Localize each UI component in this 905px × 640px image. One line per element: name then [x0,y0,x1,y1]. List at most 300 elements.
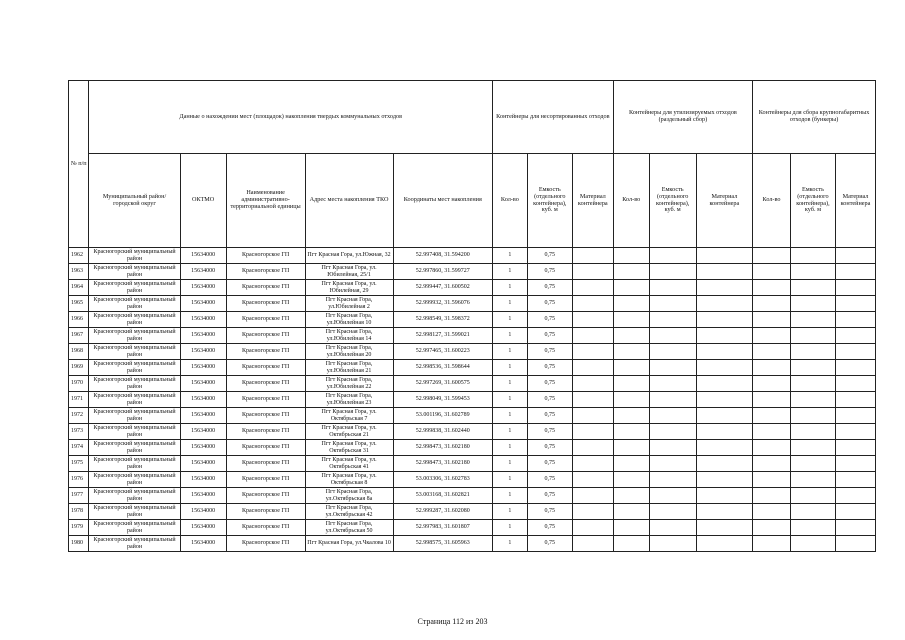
row-qty-bulky [753,456,791,472]
row-material-unsorted [572,264,613,280]
row-district: Красногорский муниципальный район [89,264,180,280]
row-number: 1974 [69,440,89,456]
table-row [69,424,876,440]
row-material-bulky [835,408,875,424]
header-qty-sorted: Кол-во [613,154,649,248]
row-number: 1969 [69,360,89,376]
row-volume-bulky [790,408,835,424]
row-volume-sorted [649,312,696,328]
row-address: Пгт Красная Гора, ул.Октябрьская 8а [305,488,393,504]
row-district: Красногорский муниципальный район [89,376,180,392]
row-address: Пгт Красная Гора, ул.Юбилейная 14 [305,328,393,344]
row-oktmo: 15634000 [180,456,226,472]
row-material-unsorted [572,376,613,392]
row-oktmo: 15634000 [180,312,226,328]
row-material-sorted [696,264,752,280]
row-number: 1973 [69,424,89,440]
row-volume-unsorted: 0,75 [527,392,572,408]
row-material-unsorted [572,248,613,264]
table-row [69,520,876,536]
row-district: Красногорский муниципальный район [89,296,180,312]
row-qty-sorted [613,488,649,504]
row-volume-bulky [790,424,835,440]
row-number: 1967 [69,328,89,344]
row-material-bulky [835,488,875,504]
table-row [69,328,876,344]
row-material-unsorted [572,456,613,472]
row-number: 1968 [69,344,89,360]
header-material-bulky: Материал контейнера [835,154,875,248]
row-number: 1979 [69,520,89,536]
row-qty-unsorted: 1 [492,488,527,504]
row-qty-unsorted: 1 [492,376,527,392]
row-district: Красногорский муниципальный район [89,488,180,504]
row-volume-sorted [649,360,696,376]
row-qty-unsorted: 1 [492,312,527,328]
row-qty-bulky [753,472,791,488]
row-volume-sorted [649,280,696,296]
row-qty-unsorted: 1 [492,424,527,440]
row-number: 1964 [69,280,89,296]
row-volume-bulky [790,296,835,312]
row-oktmo: 15634000 [180,248,226,264]
row-admin-unit: Красногорское ГП [226,360,305,376]
row-oktmo: 15634000 [180,360,226,376]
row-district: Красногорский муниципальный район [89,312,180,328]
row-coordinates: 52.998049, 31.599453 [393,392,492,408]
row-material-sorted [696,408,752,424]
row-qty-sorted [613,264,649,280]
row-qty-bulky [753,344,791,360]
row-qty-bulky [753,328,791,344]
row-volume-sorted [649,440,696,456]
row-material-unsorted [572,344,613,360]
row-coordinates: 53.001196, 31.602789 [393,408,492,424]
row-qty-bulky [753,504,791,520]
row-coordinates: 52.997465, 31.600223 [393,344,492,360]
row-admin-unit: Красногорское ГП [226,264,305,280]
row-number: 1970 [69,376,89,392]
row-qty-bulky [753,520,791,536]
row-volume-bulky [790,376,835,392]
row-qty-sorted [613,296,649,312]
row-material-sorted [696,520,752,536]
row-oktmo: 15634000 [180,376,226,392]
row-number: 1972 [69,408,89,424]
row-address: Пгт Красная Гора, ул.Южная, 32 [305,248,393,264]
table-row [69,392,876,408]
row-volume-sorted [649,456,696,472]
row-volume-bulky [790,248,835,264]
row-oktmo: 15634000 [180,424,226,440]
header-group-unsorted: Контейнеры для несортированных отходов [492,81,613,154]
row-admin-unit: Красногорское ГП [226,424,305,440]
row-district: Красногорский муниципальный район [89,408,180,424]
row-coordinates: 52.997408, 31.594200 [393,248,492,264]
row-volume-bulky [790,504,835,520]
row-admin-unit: Красногорское ГП [226,344,305,360]
row-volume-bulky [790,280,835,296]
row-qty-bulky [753,424,791,440]
row-admin-unit: Красногорское ГП [226,504,305,520]
row-qty-sorted [613,536,649,552]
row-district: Красногорский муниципальный район [89,360,180,376]
row-number: 1965 [69,296,89,312]
header-volume-unsorted: Емкость (отдельного контейнера), куб. м [527,154,572,248]
row-qty-sorted [613,280,649,296]
row-material-unsorted [572,280,613,296]
row-qty-sorted [613,248,649,264]
row-material-bulky [835,376,875,392]
row-district: Красногорский муниципальный район [89,280,180,296]
row-district: Красногорский муниципальный район [89,328,180,344]
row-coordinates: 52.998473, 31.602180 [393,440,492,456]
row-material-sorted [696,504,752,520]
row-material-sorted [696,472,752,488]
row-admin-unit: Красногорское ГП [226,440,305,456]
row-material-sorted [696,440,752,456]
row-volume-sorted [649,536,696,552]
row-volume-sorted [649,488,696,504]
row-admin-unit: Красногорское ГП [226,472,305,488]
row-volume-bulky [790,360,835,376]
header-admin: Наименование административно-территориальной единицы [226,154,305,248]
row-material-bulky [835,360,875,376]
row-material-sorted [696,456,752,472]
row-qty-unsorted: 1 [492,344,527,360]
row-coordinates: 52.999447, 31.600502 [393,280,492,296]
row-address: Пгт Красная Гора, ул. Октябрьская 8 [305,472,393,488]
row-coordinates: 52.998473, 31.602180 [393,456,492,472]
row-admin-unit: Красногорское ГП [226,248,305,264]
row-oktmo: 15634000 [180,520,226,536]
row-material-sorted [696,280,752,296]
row-address: Пгт Красная Гора, ул. Октябрьская 7 [305,408,393,424]
row-admin-unit: Красногорское ГП [226,536,305,552]
row-volume-bulky [790,472,835,488]
row-qty-sorted [613,408,649,424]
row-address: Пгт Красная Гора, ул.Октябрьская 42 [305,504,393,520]
row-qty-sorted [613,360,649,376]
row-number: 1966 [69,312,89,328]
row-volume-unsorted: 0,75 [527,248,572,264]
table-body [69,248,876,552]
row-address: Пгт Красная Гора, ул.Юбилейная 10 [305,312,393,328]
row-oktmo: 15634000 [180,440,226,456]
table-row [69,280,876,296]
row-district: Красногорский муниципальный район [89,456,180,472]
row-material-bulky [835,536,875,552]
row-number: 1975 [69,456,89,472]
row-qty-unsorted: 1 [492,440,527,456]
row-volume-bulky [790,456,835,472]
row-address: Пгт Красная Гора, ул. Юбилейная, 25/1 [305,264,393,280]
row-qty-bulky [753,376,791,392]
row-qty-unsorted: 1 [492,504,527,520]
row-volume-bulky [790,488,835,504]
row-qty-sorted [613,344,649,360]
row-district: Красногорский муниципальный район [89,424,180,440]
row-number: 1978 [69,504,89,520]
row-material-unsorted [572,488,613,504]
row-address: Пгт Красная Гора, ул.Юбилейная 2 [305,296,393,312]
header-group-location: Данные о нахождении мест (площадок) накопления твердых коммунальных отходов [89,81,492,154]
row-qty-sorted [613,424,649,440]
header-volume-sorted: Емкость (отдельного контейнера), куб. м [649,154,696,248]
row-address: Пгт Красная Гора, ул.Юбилейная 20 [305,344,393,360]
row-material-unsorted [572,424,613,440]
table-row [69,504,876,520]
row-district: Красногорский муниципальный район [89,440,180,456]
row-qty-unsorted: 1 [492,456,527,472]
row-material-unsorted [572,440,613,456]
row-address: Пгт Красная Гора, ул.Октябрьская 50 [305,520,393,536]
row-material-bulky [835,328,875,344]
row-admin-unit: Красногорское ГП [226,392,305,408]
row-material-sorted [696,376,752,392]
table-row [69,456,876,472]
row-material-sorted [696,312,752,328]
row-qty-bulky [753,440,791,456]
row-qty-sorted [613,472,649,488]
row-admin-unit: Красногорское ГП [226,456,305,472]
table-row [69,264,876,280]
row-coordinates: 52.997269, 31.600575 [393,376,492,392]
row-material-bulky [835,248,875,264]
header-num: № п/п [69,81,89,248]
row-oktmo: 15634000 [180,280,226,296]
row-volume-sorted [649,424,696,440]
row-district: Красногорский муниципальный район [89,472,180,488]
row-material-sorted [696,344,752,360]
row-material-bulky [835,312,875,328]
row-qty-bulky [753,408,791,424]
row-admin-unit: Красногорское ГП [226,328,305,344]
row-qty-bulky [753,360,791,376]
row-qty-unsorted: 1 [492,264,527,280]
table-row [69,488,876,504]
row-coordinates: 52.997860, 31.599727 [393,264,492,280]
row-material-sorted [696,296,752,312]
row-district: Красногорский муниципальный район [89,504,180,520]
table-row [69,440,876,456]
row-material-bulky [835,504,875,520]
waste-sites-table [68,80,876,552]
row-material-bulky [835,440,875,456]
row-material-unsorted [572,408,613,424]
row-material-unsorted [572,328,613,344]
row-admin-unit: Красногорское ГП [226,408,305,424]
row-volume-sorted [649,376,696,392]
row-volume-sorted [649,248,696,264]
row-address: Пгт Красная Гора, ул.Чкалова 10 [305,536,393,552]
row-material-bulky [835,520,875,536]
header-qty-unsorted: Кол-во [492,154,527,248]
row-volume-unsorted: 0,75 [527,504,572,520]
row-qty-sorted [613,376,649,392]
row-material-sorted [696,424,752,440]
row-qty-unsorted: 1 [492,392,527,408]
table-row [69,344,876,360]
row-volume-sorted [649,520,696,536]
row-coordinates: 52.998127, 31.599021 [393,328,492,344]
row-oktmo: 15634000 [180,408,226,424]
row-qty-unsorted: 1 [492,248,527,264]
header-oktmo: ОКТМО [180,154,226,248]
row-oktmo: 15634000 [180,344,226,360]
table-row [69,360,876,376]
row-volume-bulky [790,536,835,552]
row-oktmo: 15634000 [180,488,226,504]
row-volume-sorted [649,328,696,344]
row-address: Пгт Красная Гора, ул. Октябрьская 21 [305,424,393,440]
row-qty-bulky [753,280,791,296]
table-row [69,472,876,488]
row-material-sorted [696,360,752,376]
header-group-sorted: Контейнеры для утилизируемых отходов (раздельный сбор) [613,81,752,154]
table-row [69,376,876,392]
header-district: Муниципальный район/городской округ [89,154,180,248]
row-qty-sorted [613,504,649,520]
row-volume-unsorted: 0,75 [527,424,572,440]
row-volume-unsorted: 0,75 [527,456,572,472]
row-material-sorted [696,488,752,504]
row-qty-unsorted: 1 [492,536,527,552]
row-volume-unsorted: 0,75 [527,472,572,488]
table-row [69,312,876,328]
row-qty-sorted [613,328,649,344]
row-qty-bulky [753,536,791,552]
row-qty-sorted [613,312,649,328]
row-number: 1976 [69,472,89,488]
row-material-bulky [835,264,875,280]
row-qty-unsorted: 1 [492,296,527,312]
row-material-bulky [835,296,875,312]
row-district: Красногорский муниципальный район [89,344,180,360]
row-qty-sorted [613,456,649,472]
row-material-unsorted [572,392,613,408]
row-qty-bulky [753,488,791,504]
row-coordinates: 52.999287, 31.602080 [393,504,492,520]
row-coordinates: 52.998549, 31.598372 [393,312,492,328]
row-qty-bulky [753,296,791,312]
row-qty-sorted [613,392,649,408]
row-qty-unsorted: 1 [492,360,527,376]
row-admin-unit: Красногорское ГП [226,312,305,328]
row-volume-sorted [649,344,696,360]
header-material-sorted: Материал контейнера [696,154,752,248]
row-material-bulky [835,472,875,488]
row-admin-unit: Красногорское ГП [226,520,305,536]
table-row [69,408,876,424]
row-volume-sorted [649,296,696,312]
row-number: 1977 [69,488,89,504]
row-number: 1962 [69,248,89,264]
row-qty-bulky [753,248,791,264]
row-material-unsorted [572,360,613,376]
row-address: Пгт Красная Гора, ул.Юбилейная 23 [305,392,393,408]
row-qty-unsorted: 1 [492,472,527,488]
row-district: Красногорский муниципальный район [89,536,180,552]
table-row [69,536,876,552]
row-district: Красногорский муниципальный район [89,520,180,536]
row-coordinates: 52.998536, 31.598644 [393,360,492,376]
row-coordinates: 52.999838, 31.602440 [393,424,492,440]
row-volume-sorted [649,264,696,280]
row-coordinates: 52.997983, 31.601807 [393,520,492,536]
table-row [69,248,876,264]
row-qty-unsorted: 1 [492,328,527,344]
row-volume-bulky [790,312,835,328]
page-number: Страница 112 из 203 [417,617,488,626]
row-material-unsorted [572,504,613,520]
row-volume-bulky [790,520,835,536]
header-qty-bulky: Кол-во [753,154,791,248]
row-address: Пгт Красная Гора, ул. Октябрьская 41 [305,456,393,472]
row-number: 1963 [69,264,89,280]
row-address: Пгт Красная Гора, ул. Юбилейная, 29 [305,280,393,296]
row-volume-sorted [649,392,696,408]
row-material-unsorted [572,536,613,552]
row-coordinates: 53.003168, 31.602821 [393,488,492,504]
row-qty-unsorted: 1 [492,520,527,536]
row-district: Красногорский муниципальный район [89,392,180,408]
table-row [69,296,876,312]
row-material-bulky [835,344,875,360]
row-volume-unsorted: 0,75 [527,408,572,424]
header-coords: Координаты мест накопления [393,154,492,248]
row-volume-unsorted: 0,75 [527,280,572,296]
row-address: Пгт Красная Гора, ул. Октябрьская 31 [305,440,393,456]
row-oktmo: 15634000 [180,392,226,408]
row-material-sorted [696,248,752,264]
row-volume-unsorted: 0,75 [527,536,572,552]
row-volume-unsorted: 0,75 [527,520,572,536]
row-volume-unsorted: 0,75 [527,440,572,456]
row-address: Пгт Красная Гора, ул.Юбилейная 21 [305,360,393,376]
row-volume-sorted [649,472,696,488]
header-group-bulky: Контейнеры для сбора крупногабаритных отходов (бункеры) [753,81,876,154]
row-volume-bulky [790,392,835,408]
row-volume-bulky [790,264,835,280]
row-volume-unsorted: 0,75 [527,488,572,504]
row-address: Пгт Красная Гора, ул.Юбилейная 22 [305,376,393,392]
row-admin-unit: Красногорское ГП [226,296,305,312]
row-volume-unsorted: 0,75 [527,360,572,376]
row-material-bulky [835,280,875,296]
row-qty-unsorted: 1 [492,408,527,424]
row-qty-bulky [753,312,791,328]
row-oktmo: 15634000 [180,472,226,488]
row-qty-sorted [613,520,649,536]
row-admin-unit: Красногорское ГП [226,280,305,296]
row-material-unsorted [572,520,613,536]
row-volume-unsorted: 0,75 [527,296,572,312]
row-volume-unsorted: 0,75 [527,376,572,392]
row-oktmo: 15634000 [180,536,226,552]
row-oktmo: 15634000 [180,296,226,312]
row-qty-bulky [753,264,791,280]
row-oktmo: 15634000 [180,264,226,280]
row-coordinates: 52.999932, 31.596076 [393,296,492,312]
row-coordinates: 52.998575, 31.605963 [393,536,492,552]
row-volume-unsorted: 0,75 [527,344,572,360]
row-material-unsorted [572,312,613,328]
row-qty-bulky [753,392,791,408]
row-district: Красногорский муниципальный район [89,248,180,264]
row-material-sorted [696,536,752,552]
row-material-bulky [835,392,875,408]
